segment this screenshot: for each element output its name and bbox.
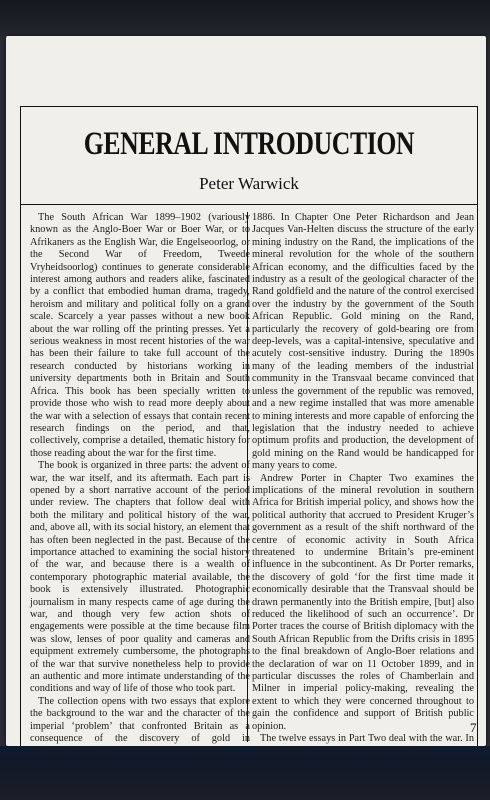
paragraph: The South African War 1899–1902 (variously known as the Anglo-Boer War or Boer War, or to Afrikaners as the English War, die Engelseoorlog, or the Second War of Freedom, Tweede Vryheidsoorlog) continues to generate considerable interest among authors and readers alike, fascinated by a conflict that embodied human drama, tragedy, heroism and military and political folly on a grand scale. Scarcely a year passes without a new book about the war rolling off the printing presses. Yet a serious weakness in most recent histories of the war has been their failure to take full account of the research conducted by historians working in university departments both in Britain and South Africa. This book has been specially written to provide those who wish to read more deeply about the war with a selection of essays that contain recent research findings on the period, and that, collectively, comprise a detailed, thematic history for those reading about the war for the first time. — [30, 212, 250, 459]
text-column-right — [252, 212, 474, 757]
chapter-author: Peter Warwick — [199, 174, 299, 193]
paragraph: Andrew Porter in Chapter Two examines the implications of the mineral revolution in southern Africa for British imperial policy, and shows how the political authority that accrued to President Kruger’s government as a result of the shift northward of the centre of economic activity in South Africa threatened to undermine Britain’s pre-eminent influence in the subcontinent. As Dr Porter remarks, the discovery of gold ‘for the first time made it economically desirable that the Transvaal should be drawn permanently into the British empire, [but] also reduced the likelihood of such an occurrence’. Dr Porter traces the course of British diplomacy with the South African Republic from the Drifts crisis in 1895 to the final breakdown of Anglo-Boer relations and the declaration of war on 11 October 1899, and in particular discusses the roles of Chamberlain and Milner in imperial policy-making, revealing the extent to which they were concerned throughout to gain the confidence and support of British public opinion. — [252, 472, 474, 732]
paragraph: The book is organized in three parts: the advent of war, the war itself, and its aftermath. Each part is opened by a short narrative account of the period under review. The chapters that follow deal with both the military and political history of the war, and, above all, with its social history, an element that has often been neglected in the past. Because of the importance attached to examining the social history of the war, and because there is a wealth of contemporary photographic material available, the book is extensively illustrated. Photographic journalism in many respects came of age during the war, and though very few action shots of engagements were possible at the time because film was slow, lenses of poor quality and cameras and equipment extremely cumbersome, the photographs of the war that survive nonetheless help to provide an authentic and more intimate understanding of the conditions and way of life of those who took part. — [30, 460, 250, 695]
page-number: 7 — [470, 720, 477, 735]
paragraph: The collection opens with two essays that explore the background to the war and the character of the imperial ‘problem’ that confronted Britain as a consequence of the discovery of gold in unprecedented quantity on the Witwatersrand in — [30, 695, 250, 757]
paragraph: The twelve essays in Part Two deal with the war. In Chapter Three Howard Bailes examines the — [252, 733, 474, 757]
chapter-title: GENERAL INTRODUCTION — [83, 126, 415, 162]
text-column-left — [30, 212, 250, 757]
column-divider — [247, 212, 248, 742]
heading-rule — [20, 204, 478, 205]
paragraph: 1886. In Chapter One Peter Richardson and Jean Jacques Van-Helten discuss the structure of the early mining industry on the Rand, the implications of the mineral revolution for the whole of the southern African economy, and the difficulties faced by the industry as a result of the geological character of the Rand goldfield and the nature of the control exercised over the industry by the government of the South African Republic. Gold mining on the Rand, particularly the recovery of gold-bearing ore from deep-levels, was a capital-intensive, speculative and acutely cost-sensitive industry. During the 1890s many of the leading members of the industrial community in the Transvaal became convinced that unless the government of the republic was removed, and a new regime installed that was more amenable to mining interests and more capable of enforcing the legislation that the industry needed to achieve optimum profits and production, the development of gold mining on the Rand would be handicapped for many years to come. — [252, 212, 474, 472]
